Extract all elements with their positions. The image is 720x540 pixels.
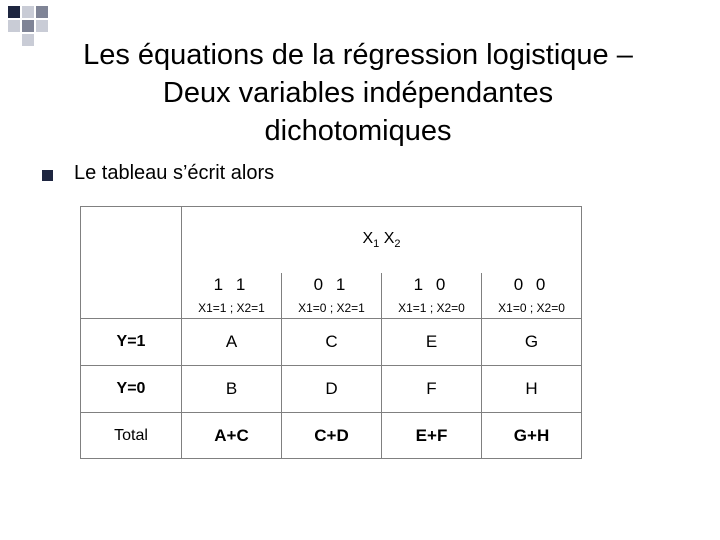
corner-square bbox=[36, 6, 48, 18]
corner-square bbox=[8, 6, 20, 18]
title-line: dichotomiques bbox=[264, 115, 452, 147]
column-code: 1 1 bbox=[213, 275, 250, 295]
row-label: Y=0 bbox=[81, 366, 182, 413]
column-code: 0 0 bbox=[513, 275, 550, 295]
slide-title bbox=[40, 36, 676, 150]
row-label: Total bbox=[81, 413, 182, 459]
column-code: 1 0 bbox=[413, 275, 450, 295]
column-header bbox=[282, 273, 382, 319]
table-row-total bbox=[81, 413, 582, 459]
table-cell: G bbox=[482, 319, 582, 366]
corner-cell bbox=[81, 273, 182, 319]
table-cell: A bbox=[182, 319, 282, 366]
column-code: 0 1 bbox=[313, 275, 350, 295]
title-line: Deux variables indépendantes bbox=[162, 77, 554, 109]
table-cell: C+D bbox=[282, 413, 382, 459]
table-subheader-row bbox=[81, 273, 582, 319]
table-cell: F bbox=[382, 366, 482, 413]
contingency-table bbox=[80, 206, 582, 459]
corner-square bbox=[22, 20, 34, 32]
table-cell: E bbox=[382, 319, 482, 366]
table-cell: A+C bbox=[182, 413, 282, 459]
corner-cell bbox=[81, 207, 182, 273]
column-condition: X1=0 ; X2=0 bbox=[498, 301, 565, 316]
bullet-text: Le tableau s’écrit alors bbox=[74, 162, 275, 184]
table-cell: D bbox=[282, 366, 382, 413]
corner-square bbox=[22, 6, 34, 18]
table-cell: B bbox=[182, 366, 282, 413]
column-condition: X1=1 ; X2=1 bbox=[198, 301, 265, 316]
table-cell: G+H bbox=[482, 413, 582, 459]
bullet-square-icon bbox=[42, 170, 53, 181]
table-cell: E+F bbox=[382, 413, 482, 459]
table-header-row bbox=[81, 207, 582, 273]
row-label: Y=1 bbox=[81, 319, 182, 366]
corner-square bbox=[36, 20, 48, 32]
column-header bbox=[182, 273, 282, 319]
table-row bbox=[81, 319, 582, 366]
variables-header bbox=[182, 207, 582, 273]
table-cell: H bbox=[482, 366, 582, 413]
var-x1: $X_1$ bbox=[362, 229, 380, 250]
column-condition: X1=0 ; X2=1 bbox=[298, 301, 365, 316]
column-header bbox=[382, 273, 482, 319]
table-cell: C bbox=[282, 319, 382, 366]
column-condition: X1=1 ; X2=0 bbox=[398, 301, 465, 316]
title-line: Les équations de la régression logistique – bbox=[83, 39, 633, 71]
var-x2: $X_2$ bbox=[383, 229, 401, 250]
column-header bbox=[482, 273, 582, 319]
corner-square bbox=[8, 20, 20, 32]
corner-square bbox=[22, 34, 34, 46]
table-row bbox=[81, 366, 582, 413]
